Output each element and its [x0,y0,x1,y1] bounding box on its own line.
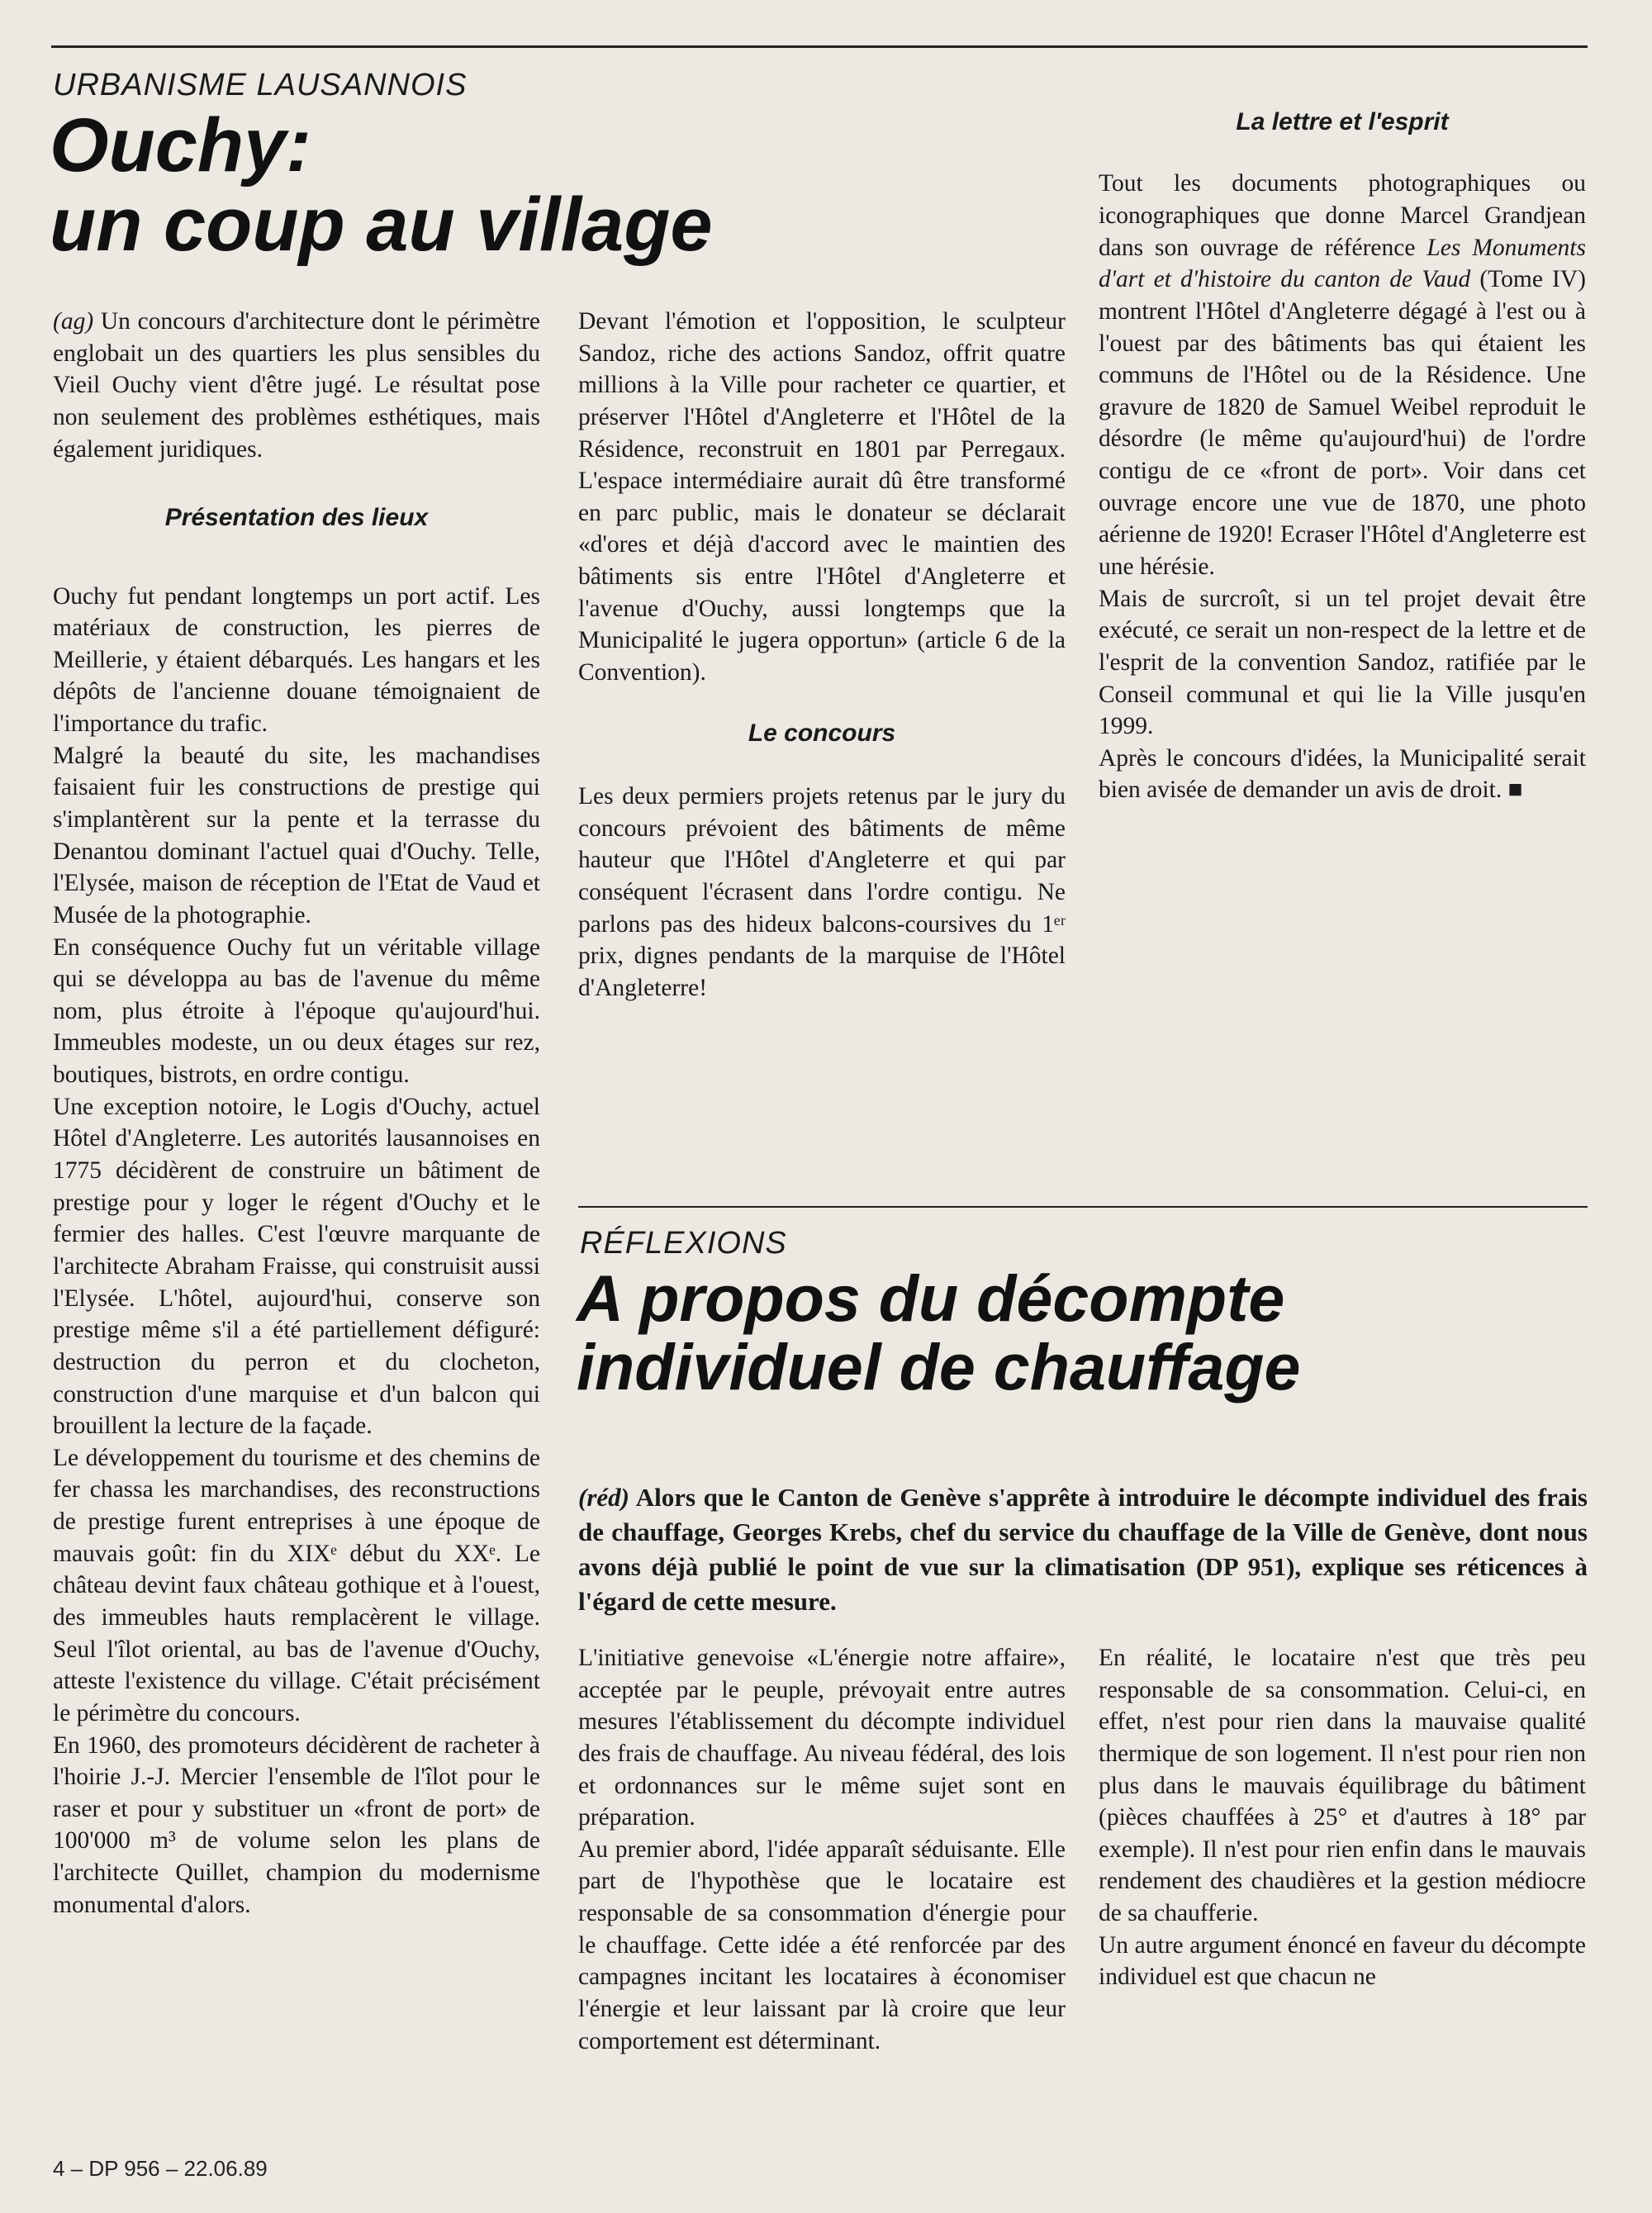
article1-paragraph: Les deux permiers projets retenus par le jury du concours prévoient des bâtiments de même hauteur que l'Hôtel d'Angleterre et qui par conséquent l'écrasent dans l'ordre contigu. Ne parlons pas des hideux balcons-coursives du 1ᵉʳ prix, dignes pendants de la marquise de l'Hôtel d'Angleterre! [578,782,1066,1001]
article1-intro-tag: (ag) [53,308,94,335]
article1-column-2 [578,306,1066,1004]
article2-lead [578,1480,1588,1620]
article2-paragraph: L'initiative genevoise «L'énergie notre affaire», acceptée par le peuple, prévoyait entre autres mesures l'établissement du décompte individuel des frais de chauffage. Au niveau fédéral, des lois et ordonnances sur le même sujet sont en préparation. [578,1645,1066,1831]
article1-paragraph: Devant l'émotion et l'opposition, le sculpteur Sandoz, riche des actions Sandoz, offrit quatre millions à la Ville pour racheter ce quartier, et préserver l'Hôtel d'Angleterre et l'Hôtel de la Résidence, reconstruit en 1801 par Perregaux. L'espace intermédiaire aurait dû être transformé en parc public, mais le donateur se déclarait «d'ores et déjà d'accord avec le maintien des bâtiments sis entre l'Hôtel d'Angleterre et l'avenue d'Ouchy, aussi longtemps que la Municipalité le jugera opportun» (article 6 de la Convention). [578,308,1066,686]
article1-paragraph: Mais de surcroît, si un tel projet devait être exécuté, ce serait un non-respect de la lettre et de l'esprit de la convention Sandoz, ratifiée par le Conseil communal et qui lie la Ville jusqu'en 1999. [1099,585,1586,740]
article1-paragraph [1099,743,1586,806]
top-rule [51,45,1588,48]
article1-subhead-lettre: La lettre et l'esprit [1236,108,1449,135]
article2-column-2 [1099,1642,1586,1993]
article2-title [577,1261,1301,1403]
article1-paragraph: Ouchy fut pendant longtemps un port actif. Les matériaux de construction, les pierres de Meillerie, y étaient débarqués. Les hangars et les dépôts de l'ancienne douane témoignaient de l'importance du trafic. [53,582,540,738]
page-footer: 4 – DP 956 – 22.06.89 [53,2156,268,2181]
article1-paragraph: Le développement du tourisme et des chemins de fer chassa les marchandises, des reconstructions de prestige furent entreprises à une époque de mauvais goût: fin du XIXᵉ début du XXᵉ. Le château devint faux château gothique et à l'ouest, des immeubles hauts remplacèrent le village. Seul l'îlot oriental, au bas de l'avenue d'Ouchy, atteste l'existence du village. C'était précisément le périmètre du concours. [53,1444,540,1726]
article2-paragraph: Au premier abord, l'idée apparaît séduisante. Elle part de l'hypothèse que le locataire est responsable de sa consommation d'énergie pour le chauffage. Cette idée a été renforcée par des campagnes incitant les locataires à économiser l'énergie et leur laissant par là croire que leur comportement est déterminant. [578,1835,1066,2054]
article2-lead-text: Alors que le Canton de Genève s'apprête à introduire le décompte individuel des frais de chauffage, Georges Krebs, chef du service du chauffage de la Ville de Genève, dont nous avons déjà publié le point de vue sur la climatisation (DP 951), explique ses réticences à l'égard de cette mesure. [578,1483,1588,1617]
article1-paragraph: En conséquence Ouchy fut un véritable village qui se développa au bas de l'avenue du même nom, plus étroite à l'époque qu'aujourd'hui. Immeubles modeste, un ou deux étages sur rez, boutiques, bistrots, en ordre contigu. [53,933,540,1089]
article1-column-1 [53,306,540,1921]
article1-paragraph: Une exception notoire, le Logis d'Ouchy, actuel Hôtel d'Angleterre. Les autorités lausannoises en 1775 décidèrent de construire un bâtiment de prestige pour y loger le régent d'Ouchy et le fermier des halles. C'est l'œuvre marquante de l'architecte Abraham Fraisse, qui construisit aussi l'Elysée. L'hôtel, aujourd'hui, conserve son prestige même s'il a été partiellement défiguré: destruction du perron et du clocheton, construction d'une marquise et d'un balcon qui brouillent la lecture de la façade. [53,1093,540,1440]
article1-intro-text: Un concours d'architecture dont le périmètre englobait un des quartiers les plus sensibles du Vieil Ouchy vient d'être jugé. Le résultat pose non seulement des problèmes esthétiques, mais également juridiques. [53,308,540,463]
article1-p9-after: (Tome IV) montrent l'Hôtel d'Angleterre dégagé à l'est ou à l'ouest par des bâtiments bas qui étaient les communs de l'Hôtel ou de la Résidence. Une gravure de 1820 de Samuel Weibel reproduit le désordre (le même qu'aujourd'hui) de l'ordre contigu de ce «front de port». Voir dans cet ouvrage encore une vue de 1870, une photo aérienne de 1920! Ecraser l'Hôtel d'Angleterre est une hérésie. [1099,266,1586,580]
article2-paragraph: En réalité, le locataire n'est que très peu responsable de sa consommation. Celui-ci, en effet, n'est pour rien dans la mauvaise qualité thermique de son logement. Il n'est pour rien non plus dans le mauvais équilibrage du bâtiment (pièces chauffées à 25° et d'autres à 18° par exemple). Il n'est pour rien enfin dans le mauvais rendement des chaudières et la gestion médiocre de sa chaufferie. [1099,1645,1586,1927]
article1-paragraph [1099,168,1586,582]
end-mark-icon: ■ [1507,776,1523,804]
article2-title-line1: A propos du décompte [577,1261,1285,1335]
article2-title-line2: individuel de chauffage [577,1330,1301,1403]
article1-intro [53,306,540,465]
article2-paragraph: Un autre argument énoncé en faveur du décompte individuel est que chacun ne [1099,1931,1586,1991]
article1-title-line2: un coup au village [50,183,713,267]
article1-p9-book-title: Les Monuments d'art et d'histoire du canton de Vaud [1099,234,1586,293]
article1-paragraph: Malgré la beauté du site, les machandises faisaient fuir les constructions de prestige qui s'implantèrent sur la pente et la terrasse du Denantou dominant l'actuel quai d'Ouchy. Telle, l'Elysée, maison de réception de l'Etat de Vaud et Musée de la photographie. [53,742,540,928]
article1-kicker: URBANISME LAUSANNOIS [53,68,468,102]
article1-title-line1: Ouchy: [50,103,311,188]
article1-column-3 [1099,73,1586,806]
article2-column-1 [578,1642,1066,2057]
article-divider [578,1206,1588,1208]
article1-subhead-concours: Le concours [748,719,896,747]
article2-lead-tag: (réd) [578,1483,629,1512]
article1-subhead-presentation: Présentation des lieux [164,504,429,532]
article2-kicker: RÉFLEXIONS [580,1226,787,1261]
article1-paragraph: En 1960, des promoteurs décidèrent de racheter à l'hoirie J.-J. Mercier l'ensemble de l'îlot pour le raser et pour y substituer un «front de port» de 100'000 m³ de volume selon les plans de l'architecte Quillet, champion du modernisme monumental d'alors. [53,1731,540,1918]
article1-p11-text: Après le concours d'idées, la Municipalité serait bien avisée de demander un avis de droit. [1099,744,1586,804]
article1-title [50,103,713,267]
article1-p9-before: Tout les documents photographiques ou iconographiques que donne Marcel Grandjean dans son ouvrage de référence [1099,170,1586,261]
